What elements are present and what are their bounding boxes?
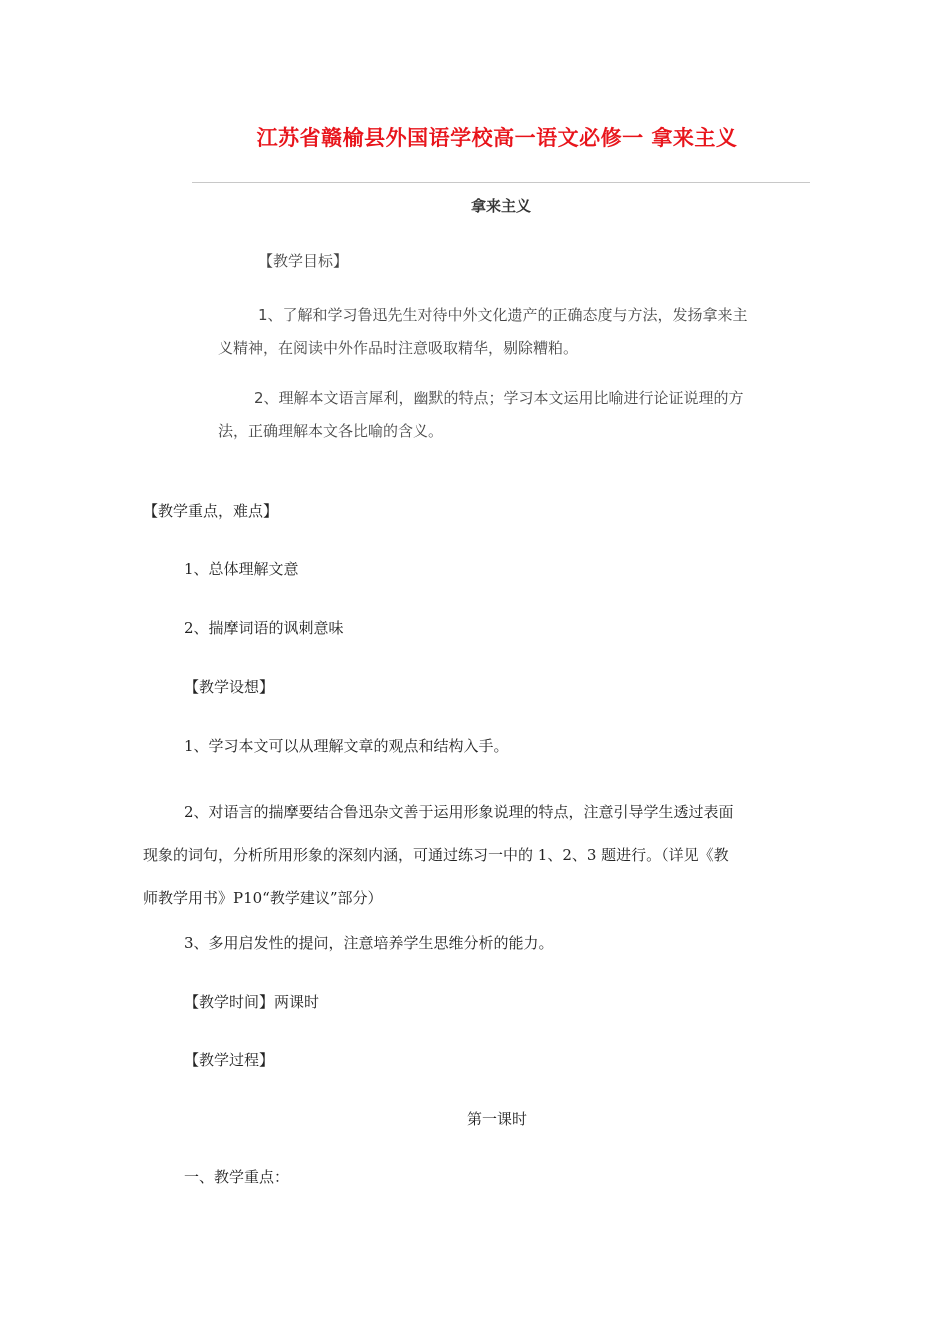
objective-1 <box>218 299 748 365</box>
title-divider <box>192 182 810 183</box>
objective-1-line-1: 1、了解和学习鲁迅先生对待中外文化遗产的正确态度与方法，发扬拿来主 <box>258 306 748 324</box>
design-item-2-line-1: 2、对语言的揣摩要结合鲁迅杂文善于运用形象说理的特点，注意引导学生透过表面 <box>184 803 734 821</box>
design-item-2-line-3: 师教学用书》P10“教学建议”部分） <box>143 889 383 907</box>
key-point-2: 2、揣摩词语的讽刺意味 <box>184 619 344 637</box>
design-heading: 【教学设想】 <box>184 678 275 696</box>
lesson-label: 第一课时 <box>466 1110 527 1128</box>
article-title: 拿来主义 <box>470 197 531 215</box>
key-points-heading: 【教学重点，难点】 <box>143 502 279 520</box>
key-point-1: 1、总体理解文意 <box>184 560 299 578</box>
design-item-2-line-2: 现象的词句，分析所用形象的深刻内涵，可通过练习一中的 1、2、3 题进行。（详见《教 <box>143 846 729 864</box>
objective-2 <box>218 382 744 448</box>
section-1-heading: 一、教学重点： <box>184 1168 290 1186</box>
process-heading: 【教学过程】 <box>184 1051 275 1069</box>
objectives-heading: 【教学目标】 <box>258 252 349 270</box>
objective-1-line-2: 义精神，在阅读中外作品时注意吸取精华，剔除糟粕。 <box>218 339 579 357</box>
design-item-1: 1、学习本文可以从理解文章的观点和结构入手。 <box>184 737 509 755</box>
design-item-3: 3、多用启发性的提问，注意培养学生思维分析的能力。 <box>184 934 554 952</box>
document-title: 江苏省赣榆县外国语学校高一语文必修一 拿来主义 <box>256 125 738 150</box>
time-heading: 【教学时间】两课时 <box>184 993 320 1011</box>
design-item-2 <box>143 791 734 920</box>
objective-2-line-2: 法，正确理解本文各比喻的含义。 <box>218 422 444 440</box>
objective-2-line-1: 2、理解本文语言犀利，幽默的特点；学习本文运用比喻进行论证说理的方 <box>254 389 744 407</box>
